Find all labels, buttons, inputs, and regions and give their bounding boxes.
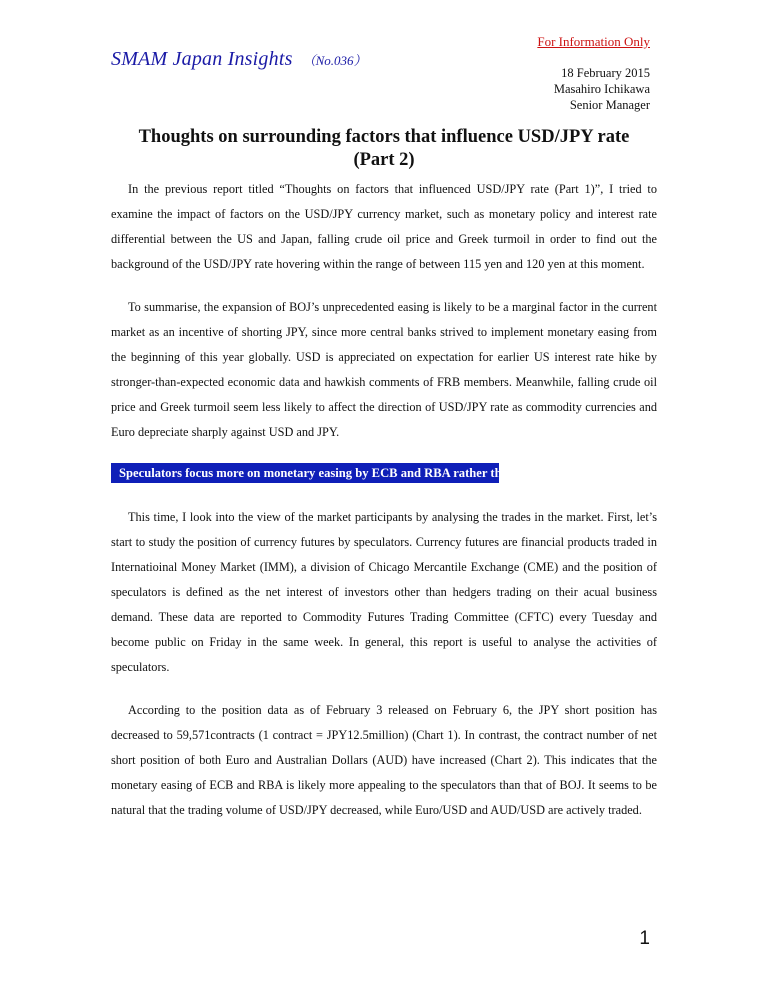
report-title-line-1: Thoughts on surrounding factors that influence USD/JPY rate xyxy=(138,127,630,147)
publication-title: SMAM Japan Insights xyxy=(111,48,293,70)
page-number: 1 xyxy=(639,928,650,949)
paragraph-currency-futures: This time, I look into the view of the market participants by analysing the trades in the market. First, let’s start to study the position of currency futures by speculators. Currency futures are financial products traded in Internatioinal Money Market (IMM), a division of Chicago Mercantile Exchange (CME) and the position of speculators is defined as the net interest of investors other than hedgers trading on their acual business demand. These data are reported to Commodity Futures Trading Committee (CFTC) every Tuesday and become public on Friday in the same week. In general, this report is useful to analyse the activities of speculators. xyxy=(111,510,657,674)
paragraph-summary: To summarise, the expansion of BOJ’s unprecedented easing is likely to be a marginal factor in the current market as an incentive of shorting JPY, since more central banks strived to implement monetary easing from the beginning of this year globally. USD is appreciated on expectation for earlier US interest rate hike by stronger-than-expected economic data and hawkish comments of FRB members. Meanwhile, falling crude oil price and Greek turmoil seem less likely to affect the direction of USD/JPY rate as commodity currencies and Euro depreciate sharply against USD and JPY. xyxy=(111,300,657,439)
author-role: Senior Manager xyxy=(569,98,650,112)
author-name: Masahiro Ichikawa xyxy=(553,82,650,96)
section-heading: Speculators focus more on monetary easing by ECB and RBA rather than the BOJ xyxy=(111,463,499,483)
report-title xyxy=(0,126,768,172)
issue-number: （No.036） xyxy=(302,53,367,68)
report-date: 18 February 2015 xyxy=(561,66,650,80)
report-title-line-2: (Part 2) xyxy=(353,150,415,170)
paragraph-previous-report: In the previous report titled “Thoughts on factors that influenced USD/JPY rate (Part 1)”, I tried to examine the impact of factors on the USD/JPY currency market, such as monetary policy and interest rate differential between the US and Japan, falling crude oil price and Greek turmoil in order to find out the background of the USD/JPY rate hovering within the range of between 115 yen and 120 yen at this moment. xyxy=(111,182,657,271)
publication-header xyxy=(111,48,366,71)
report-meta xyxy=(554,65,650,113)
information-notice: For Information Only xyxy=(537,34,650,49)
paragraph-position-data: According to the position data as of February 3 released on February 6, the JPY short position has decreased to 59,571contracts (1 contract = JPY12.5million) (Chart 1). In contrast, the contract number of net short position of both Euro and Australian Dollars (AUD) have increased (Chart 2). This indicates that the monetary easing of ECB and RBA is likely more appealing to the speculators than that of BOJ. It seems to be natural that the trading volume of USD/JPY decreased, while Euro/USD and AUD/USD are actively traded. xyxy=(111,703,657,817)
